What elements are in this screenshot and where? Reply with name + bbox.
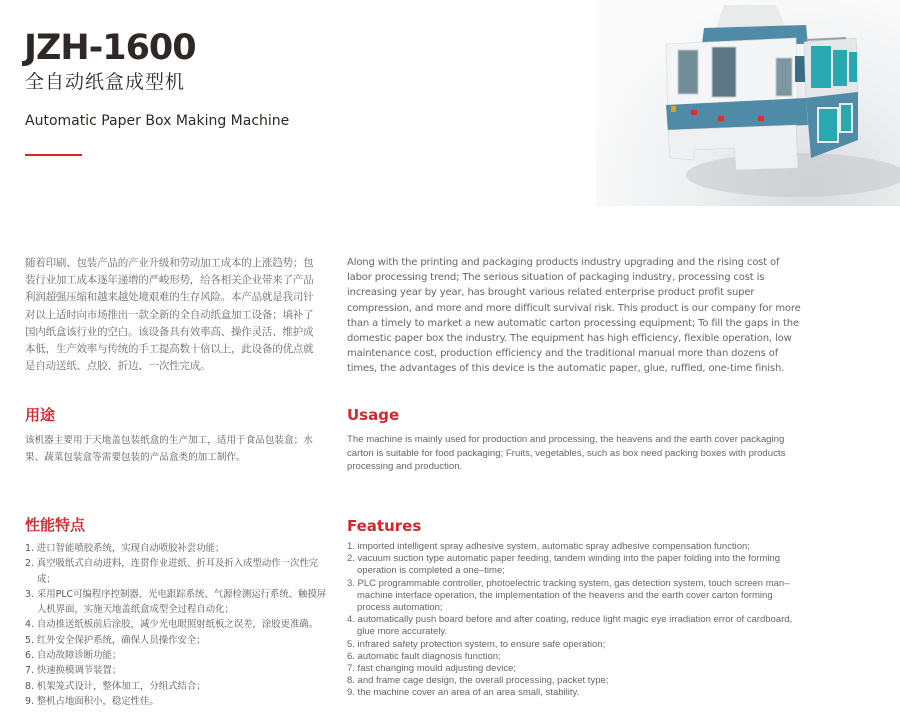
- features-heading-cn: 性能特点: [25, 516, 86, 534]
- usage-heading-en: Usage: [347, 406, 400, 424]
- feature-item-en: 1. imported intelligent spray adhesive system, automatic spray adhesive compensation function;: [347, 541, 750, 552]
- features-heading-en: Features: [347, 517, 422, 535]
- feature-item-en: 4. automatically push board before and after coating, reduce light magic eye irradiation error of cardboard, glue more accurately.: [347, 614, 793, 638]
- accent-divider: [25, 154, 82, 156]
- feature-item-cn: 5. 红外安全保护系统，确保人员操作安全；: [25, 634, 206, 646]
- features-list-cn: [25, 541, 335, 709]
- feature-item-cn: 6. 自动故障诊断功能；: [25, 650, 122, 662]
- feature-item-en: 8. and frame cage design, the overall processing, packet type;: [347, 675, 609, 687]
- feature-item-en: 7. fast changing mould adjusting device;: [347, 663, 516, 675]
- feature-item-en: 9. the machine cover an area of an area small, stability.: [347, 687, 580, 699]
- product-photo: [596, 0, 900, 206]
- feature-item-cn: 7. 快速换模调节装置；: [25, 665, 122, 677]
- feature-item-en: 3. PLC programmable controller, photoelectric tracking system, gas detection system, touch screen man–machine interface operation, the implementation of the heavens and the earth cover carton forming process automation;: [347, 577, 790, 614]
- intro-text-cn: 随着印刷、包装产品的产业升级和劳动加工成本的上涨趋势；包装行业加工成本逐年递增的严峻形势，给各相关企业带来了产品利润超强压缩和越来越处境艰难的生存风险。本产品就是我司针对以上适时向市场推出一款全新的全自动纸盒加工设备；填补了国内纸盒该行业的空白。该设备具有效率高、操作灵活、维护成本低，生产效率与传统的手工提高数十倍以上，此设备的优点就是自动送纸、点胶、折边、一次性完成。: [25, 257, 314, 373]
- usage-text-en: The machine is mainly used for production and processing, the heavens and the earth cover packaging carton is suitable for food packaging; Fruits, vegetables, such as box need packing boxes with products processing and production.: [347, 434, 786, 472]
- intro-text-en: Along with the printing and packaging products industry upgrading and the rising cost of labor processing trend; The serious situation of packaging industry, processing cost is increasing year by year, has brought various related enterprise product profit super compression, and more and more difficult survival risk. This product is our company for more than a timely to market a new automatic carton processing equipment; To fill the gaps in the domestic paper box the industry. The equipment has high efficiency, flexible operation, low maintenance cost, production efficiency and the traditional manual more than dozens of times, the advantages of this device is the automatic paper, glue, ruffled, one-time finish.: [347, 257, 801, 375]
- machine-illustration: [596, 0, 900, 206]
- feature-item-cn: 2. 真空吸纸式自动进料，连贯作业进纸、折耳及折入成型动作一次性完成；: [25, 558, 319, 585]
- features-list-en: [347, 541, 807, 700]
- feature-item-cn: 3. 采用PLC可编程序控制器、光电跟踪系统、气源检测运行系统、触摸屏人机界面，实施天地盖纸盒成型全过程自动化；: [25, 588, 327, 616]
- product-name-en: Automatic Paper Box Making Machine: [25, 113, 290, 129]
- usage-heading-cn: 用途: [25, 406, 56, 424]
- feature-item-en: 6. automatic fault diagnosis function;: [347, 650, 501, 662]
- feature-item-en: 5. infrared safety protection system, to ensure safe operation;: [347, 638, 606, 650]
- usage-text-cn: 该机器主要用于天地盖包装纸盒的生产加工，适用于食品包装盒；水果、蔬菜包装盒等需要包装的产品盒类的加工制作。: [25, 435, 313, 463]
- feature-item-cn: 4. 自动推送纸板前后涂胶，减少光电眼照射纸板之误差，涂胶更准确。: [25, 619, 319, 631]
- feature-item-cn: 8. 机架笼式设计，整体加工，分组式结合；: [25, 680, 206, 692]
- model-title: JZH-1600: [24, 28, 196, 68]
- product-name-cn: 全自动纸盒成型机: [25, 71, 186, 93]
- feature-item-cn: 1. 进口智能喷胶系统，实现自动喷胶补尝功能；: [25, 543, 225, 554]
- feature-item-en: 2. vacuum suction type automatic paper feeding, tandem winding into the paper folding into the forming operation is completed a one–time;: [347, 553, 781, 577]
- feature-item-cn: 9. 整机占地面积小，稳定性佳。: [25, 695, 159, 707]
